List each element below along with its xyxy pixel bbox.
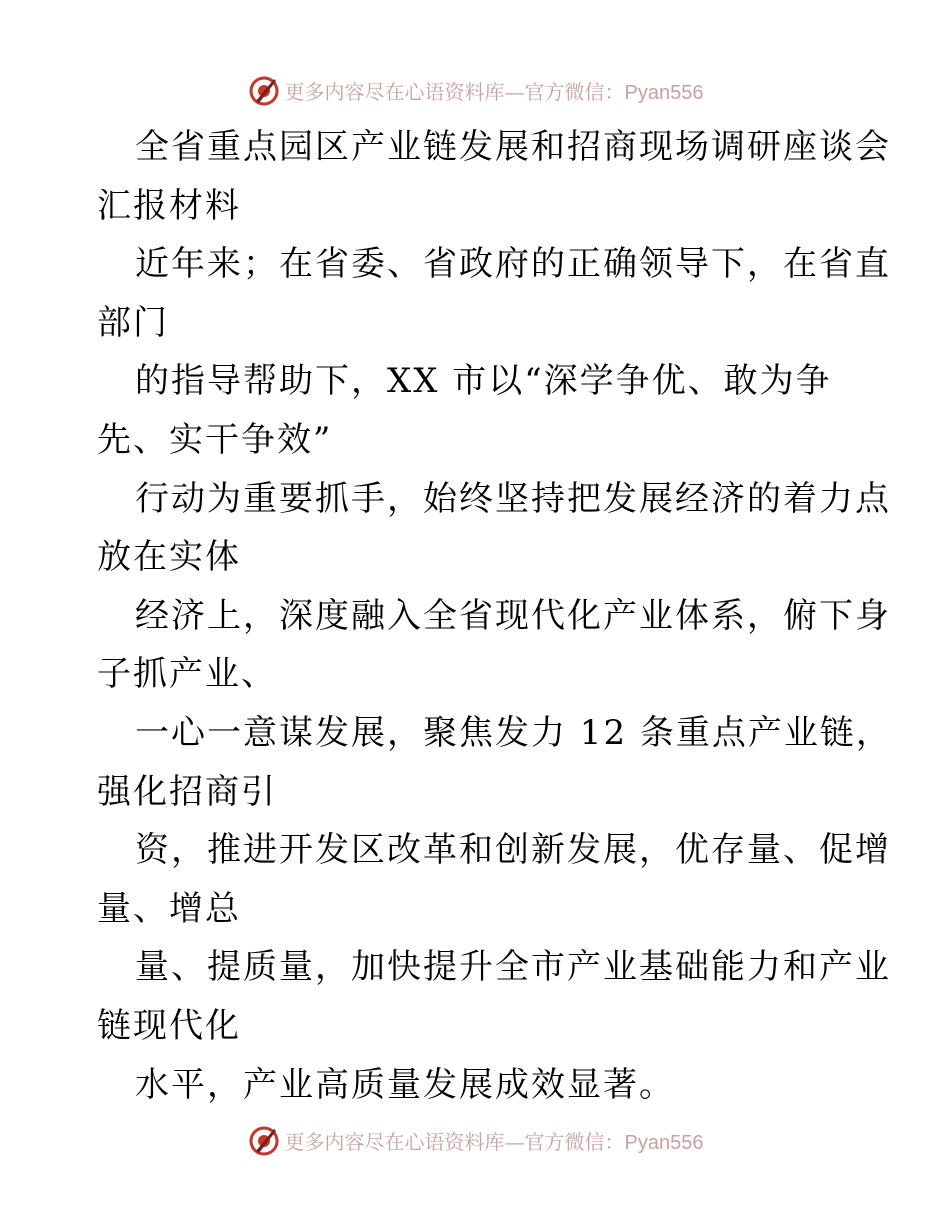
text-line: 的指导帮助下，XX 市以“深学争优、敢为争	[135, 361, 832, 402]
text-line: 部门	[97, 302, 169, 343]
text-line: 放在实体	[97, 537, 241, 578]
text-line: 全省重点园区产业链发展和招商现场调研座谈会	[135, 127, 891, 167]
text-line: 一心一意谋发展，聚焦发力 12 条重点产业链，	[135, 712, 892, 753]
watermark-text: 更多内容尽在心语资料库—官方微信：Pyan556	[284, 1129, 704, 1154]
text-line: 近年来；在省委、省政府的正确领导下，在省直	[135, 244, 891, 285]
text-line: 先、实干争效”	[97, 419, 333, 460]
text-line: 子抓产业、	[97, 654, 277, 695]
watermark-text: 更多内容尽在心语资料库—官方微信：Pyan556	[284, 79, 704, 104]
header-watermark	[0, 70, 950, 110]
text-line: 经济上，深度融入全省现代化产业体系，俯下身	[135, 595, 891, 636]
text-line: 水平，产业高质量发展成效显著。	[135, 1064, 675, 1105]
document-body	[97, 118, 892, 1114]
text-line: 量、增总	[97, 888, 241, 929]
quill-seal-icon	[247, 1123, 281, 1157]
text-line: 强化招商引	[97, 771, 277, 812]
footer-watermark	[0, 1120, 950, 1160]
text-line: 量、提质量，加快提升全市产业基础能力和产业	[135, 947, 891, 988]
quill-seal-icon	[247, 73, 281, 107]
text-line: 资，推进开发区改革和创新发展，优存量、促增	[135, 830, 891, 871]
text-line: 链现代化	[97, 1005, 241, 1046]
text-line: 汇报材料	[97, 185, 241, 226]
text-line: 行动为重要抓手，始终坚持把发展经济的着力点	[135, 478, 891, 519]
